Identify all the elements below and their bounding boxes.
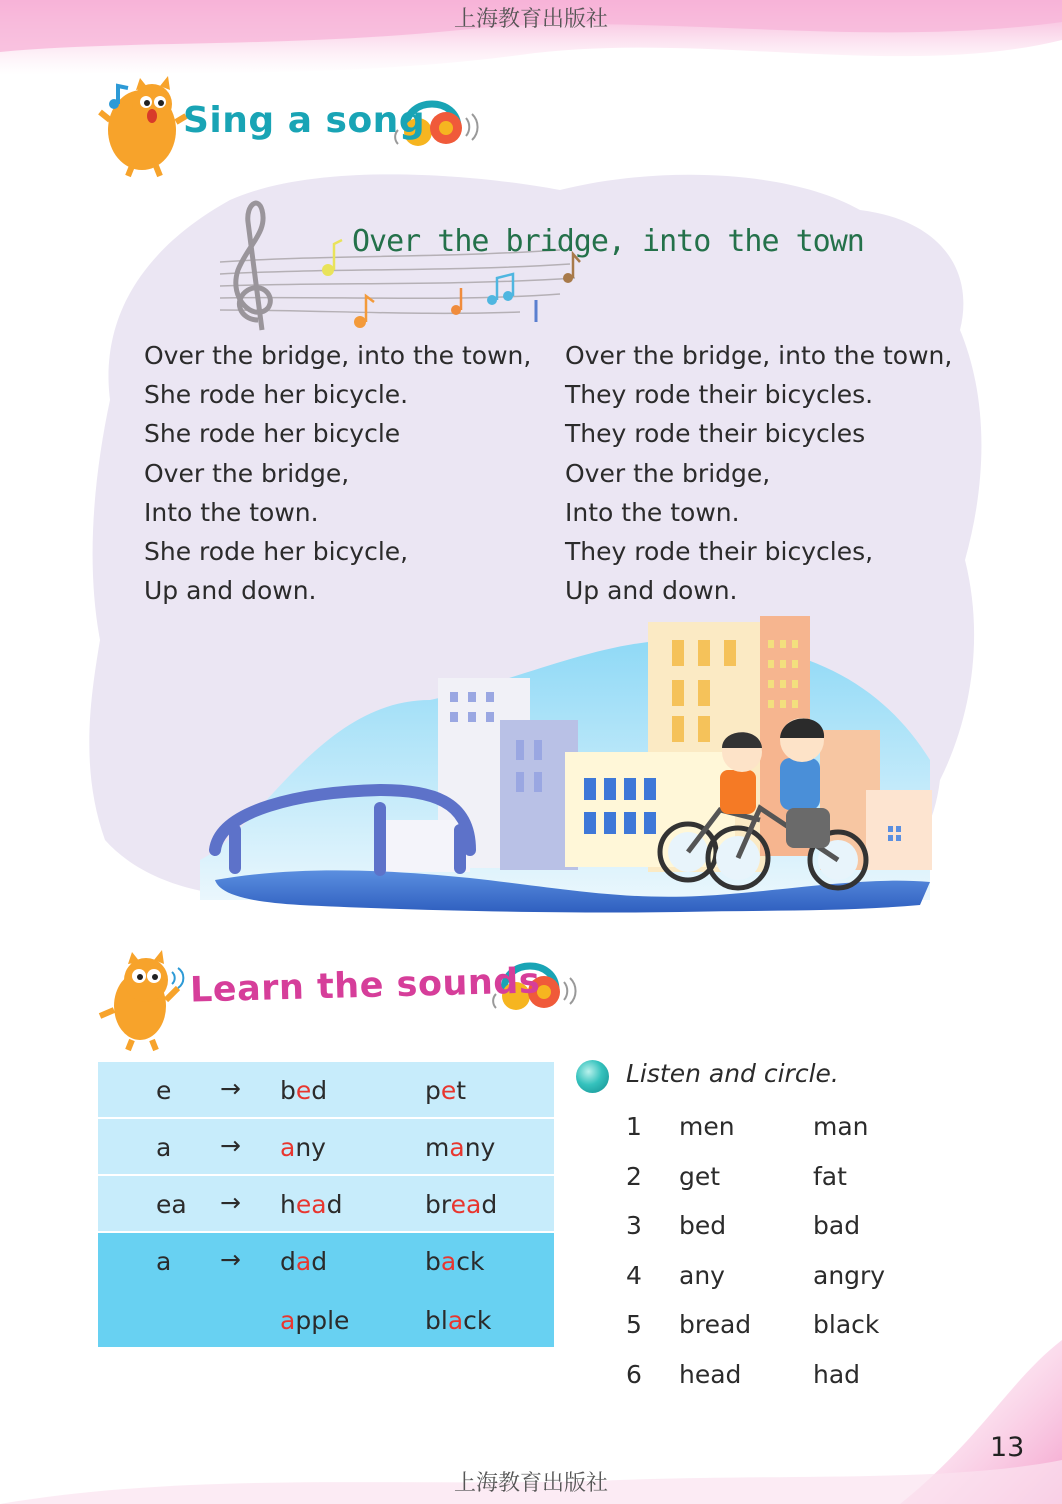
lyric-line: Over the bridge, — [565, 458, 771, 488]
list-item — [626, 1310, 946, 1360]
example-word: many — [425, 1133, 496, 1162]
word-option[interactable]: bread — [679, 1310, 752, 1340]
example-word: bed — [280, 1076, 328, 1105]
item-number: 6 — [626, 1359, 642, 1389]
sound-letter: ea — [156, 1190, 187, 1219]
example-word: any — [280, 1133, 326, 1162]
item-number: 3 — [626, 1211, 642, 1241]
lyrics-verse-right — [565, 336, 952, 610]
item-number: 1 — [626, 1112, 642, 1141]
example-word: black — [425, 1306, 492, 1335]
publisher-name-top: 上海教育出版社 — [453, 7, 608, 32]
word-option[interactable]: get — [679, 1161, 721, 1191]
list-item — [626, 1360, 946, 1410]
example-word: bread — [425, 1190, 498, 1219]
word-option[interactable]: men — [679, 1112, 735, 1141]
lyric-line: Into the town. — [565, 497, 740, 527]
lyric-line: Over the bridge, — [144, 458, 350, 488]
lyric-line: Over the bridge, into the town, — [565, 341, 953, 370]
lyric-line: She rode her bicycle — [144, 419, 401, 449]
item-number: 4 — [626, 1260, 642, 1290]
publisher-name-bottom: 上海教育出版社 — [453, 1471, 608, 1496]
lyric-line: Into the town. — [144, 497, 319, 527]
sound-letter: a — [156, 1133, 172, 1162]
lyric-line: Over the bridge, into the town, — [144, 341, 532, 370]
word-option[interactable]: head — [679, 1359, 742, 1389]
table-row — [98, 1062, 554, 1119]
lyric-line: They rode their bicycles — [565, 419, 866, 449]
example-word: head — [280, 1190, 343, 1219]
list-item — [626, 1211, 946, 1261]
list-item — [626, 1162, 946, 1212]
cat-mascot-singing — [100, 76, 186, 176]
example-word: back — [425, 1247, 485, 1276]
sound-letter: a — [156, 1247, 172, 1276]
lyric-line: They rode their bicycles. — [565, 380, 874, 410]
word-option[interactable]: any — [679, 1260, 725, 1290]
list-item — [626, 1112, 946, 1162]
example-word: pet — [425, 1076, 467, 1105]
learn-the-sounds-heading: Learn the sounds — [189, 961, 541, 1011]
arrow-icon: → — [220, 1245, 241, 1274]
lyric-line: Up and down. — [144, 576, 317, 606]
lyric-line: They rode their bicycles, — [565, 537, 874, 567]
arrow-icon: → — [220, 1188, 241, 1217]
lyric-line: She rode her bicycle, — [144, 537, 409, 567]
word-option[interactable]: black — [813, 1310, 880, 1340]
listen-and-circle-list — [626, 1112, 946, 1410]
listen-bullet-icon — [576, 1060, 609, 1093]
lyric-line: She rode her bicycle. — [144, 380, 409, 410]
page-number: 13 — [990, 1432, 1025, 1463]
lyrics-verse-left — [144, 336, 531, 610]
word-option[interactable]: angry — [813, 1260, 886, 1290]
word-option[interactable]: man — [813, 1112, 869, 1141]
arrow-icon: → — [220, 1074, 241, 1103]
word-option[interactable]: bad — [813, 1211, 861, 1241]
word-option[interactable]: fat — [813, 1161, 847, 1191]
cat-mascot-listening — [100, 950, 183, 1050]
word-option[interactable]: had — [813, 1359, 861, 1389]
arrow-icon: → — [220, 1131, 241, 1160]
list-item — [626, 1261, 946, 1311]
listen-and-circle-instruction: Listen and circle. — [626, 1059, 839, 1088]
example-word: dad — [280, 1247, 328, 1276]
table-row — [98, 1176, 554, 1233]
sound-letter: e — [156, 1076, 172, 1105]
example-word: apple — [280, 1306, 350, 1335]
table-row — [98, 1119, 554, 1176]
lyric-line: Up and down. — [565, 576, 738, 606]
table-row — [98, 1233, 554, 1347]
sounds-table — [98, 1062, 554, 1347]
word-option[interactable]: bed — [679, 1211, 727, 1241]
sing-a-song-heading: Sing a song — [183, 100, 426, 141]
item-number: 2 — [626, 1161, 642, 1191]
song-title: Over the bridge, into the town — [352, 224, 864, 259]
item-number: 5 — [626, 1310, 642, 1340]
